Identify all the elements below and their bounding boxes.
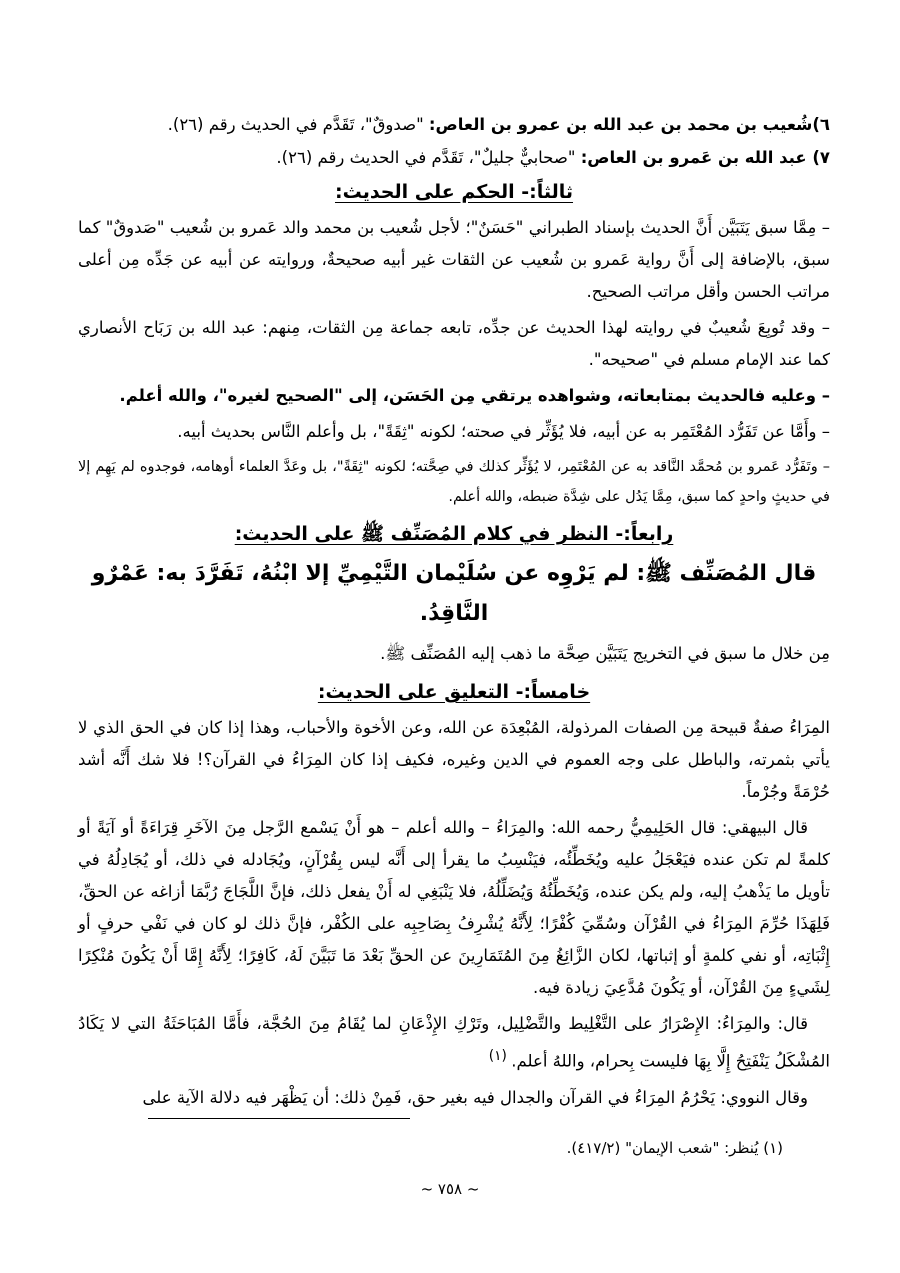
section3-p5: – وتَفَرُّد عَمرو بن مُحمَّد النَّاقد به عن المُعْتَمِر، لا يُؤَثِّر كذلك في صِحَّته؛ لكونه "ثِقَةً"، بل وعَدَّ العلماء أوهامه، فوجدوه لم يَهِم إلا في حديثٍ واحدٍ كما سبق، مِمَّا يَدُل على شِدَّة ضبطه، والله أعلم. [78,459,830,505]
page-number: ~ ٧٥٨ ~ [420,1180,480,1198]
section5-p2: قال البيهقي: قال الحَلِيمِيُّ رحمه الله: والمِرَاءُ – والله أعلم – هو أَنْ يَسْمع الرَّجل مِنَ الآخَرِ قِرَاءَةً أو آيَةً أو كلمةً لم تكن عنده فيَعْجَلُ عليه ويُخَطِّئُه، فيَنْسِبُ ما يقرأ إلى أَنَّه ليس بِقُرْآنٍ، ويُجَادله في ذلك، أو يُجَادِلُهُ في تأويل ما يَذْهبُ إليه، ولم يكن عنده، وَيُخَطِّئُهُ وَيُضَلِّلُهُ، فلا يَنْبَغِي له أَنْ يفعل ذلك، فإنَّ اللَّجَاجَ رُبَّمَا أزاغه عن الحقِّ، فَلِهَذَا حُرِّمَ المِرَاءُ في القُرْآن وسُمِّيَ كُفْرًا؛ لِأَنَّهُ يُشْرِفُ بِصَاحِبِه على الكُفْر، فإنَّ ذلك لو كان في نَفْي حرفٍ أو إِثْبَاتِه، أو نفي كلمةٍ أو إثباتها، لكان الزَّائِغُ مِنَ المُتَمَارِينَ عن الحقِّ بَعْدَ مَا تَبَيَّنَ لَهُ، كَافِرًا؛ لِأَنَّهُ إِمَّا أَنْ يَكُونَ مُنْكِرًا لِشَيءٍ مِنَ القُرْآن، أو يَكُونَ مُدَّعِيَ زيادة فيه. [78,818,830,997]
section3-p3: – وعليه فالحديث بمتابعاته، وشواهده يرتقي مِن الحَسَن، إلى "الصحيح لغيره"، والله أعلم. [119,386,830,405]
footnote: (١) يُنظر: "شعب الإيمان" (٤١٧/٢). [566,1139,783,1157]
section4-heading: رابعاً:- النظر في كلام المُصَنِّف ﷺ على الحديث: [234,523,674,545]
footnote-divider [148,1118,410,1119]
narrator-7-name: ٧) عبد الله بن عَمرو بن العاص: [580,148,830,167]
author-quote: قال المُصَنِّف ﷺ: لم يَرْوِه عن سُلَيْمان التَّيْمِيِّ إلا ابْنُهُ، تَفَرَّدَ به: عَمْرٌو النَّاقِدُ. [91,561,817,626]
section5-p3-text: قال: والمِرَاءُ: الإِصْرَارُ على التَّغْلِيط والتَّضْلِيل، وتَرْكِ الإِذْعَانِ لما يُقَامُ مِنَ الحُجَّة، فأَمَّا المُبَاحَثَةُ التي لا يَكَادُ المُشْكَلُ يَنْفَتِحُ إِلَّا بِهَا فليست بِحرام، واللهُ أعلم. [78,1014,830,1071]
page-body [78,108,830,1118]
section5-p1: المِرَاءُ صفةٌ قبيحة مِن الصفات المرذولة، المُبْعِدَة عن الله، وعن الأخوة والأحباب، وهذا إذا كان في الحق الذي لا يأتي بثمرته، والباطل على وجه العموم في الدين وغيره، فكيف إذا كان المِرَاءُ في القرآن؟! فلا شك أَنَّه أشد حُرْمَةً وجُرْماً. [78,718,830,801]
section3-p2: – وقد تُوبِعَ شُعيبٌ في روايته لهذا الحديث عن جدِّه، تابعه جماعة مِن الثقات، مِنهم: عبد الله بن رَبَاح الأنصاري كما عند الإمام مسلم في "صحيحه". [78,318,830,369]
section3-p1: – مِمَّا سبق يَتَبَيَّن أَنَّ الحديث بإسناد الطبراني "حَسَنٌ"؛ لأجل شُعيب بن محمد والد عَمرو بن شُعيب "صَدوقٌ" كما سبق، بالإضافة إلى أَنَّ رواية عَمرو بن شُعيب عن الثقات غير أبيه صحيحةٌ، وروايته عن أبيه عن جَدِّه مِن أعلى مراتب الحسن وأقل مراتب الصحيح. [78,218,830,301]
section5-heading: خامساً:- التعليق على الحديث: [317,681,591,703]
narrator-6-name: ٦)شُعيب بن محمد بن عبد الله بن عمرو بن العاص: [428,115,830,134]
section3-p4: – وأَمَّا عن تَفَرُّد المُعْتَمِر به عن أبيه، فلا يُؤَثِّر في صحته؛ لكونه "ثِقَةً"، بل وأعلم النَّاس بحديث أبيه. [177,422,830,441]
narrator-7-desc: "صحابيٌّ جليلٌ"، تَقَدَّم في الحديث رقم (٢٦). [276,148,581,167]
narrator-6 [78,108,830,141]
section4-p1: مِن خلال ما سبق في التخريج يَتَبَيَّن صِحَّة ما ذهب إليه المُصَنِّف ﷺ. [380,644,830,663]
section3-heading: ثالثاً:- الحكم على الحديث: [334,181,574,203]
section5-p3 [78,1008,830,1078]
section5-p4: وقال النووي: يَحْرُمُ المِرَاءُ في القرآن والجدال فيه بغير حق، فَمِنْ ذلك: أن يَظْهَر فيه دلالة الآية على [142,1087,808,1107]
narrator-6-desc: "صدوقٌ"، تَقَدَّم في الحديث رقم (٢٦). [167,115,429,134]
footnote-ref: (١) [488,1048,512,1064]
narrator-7 [78,141,830,174]
